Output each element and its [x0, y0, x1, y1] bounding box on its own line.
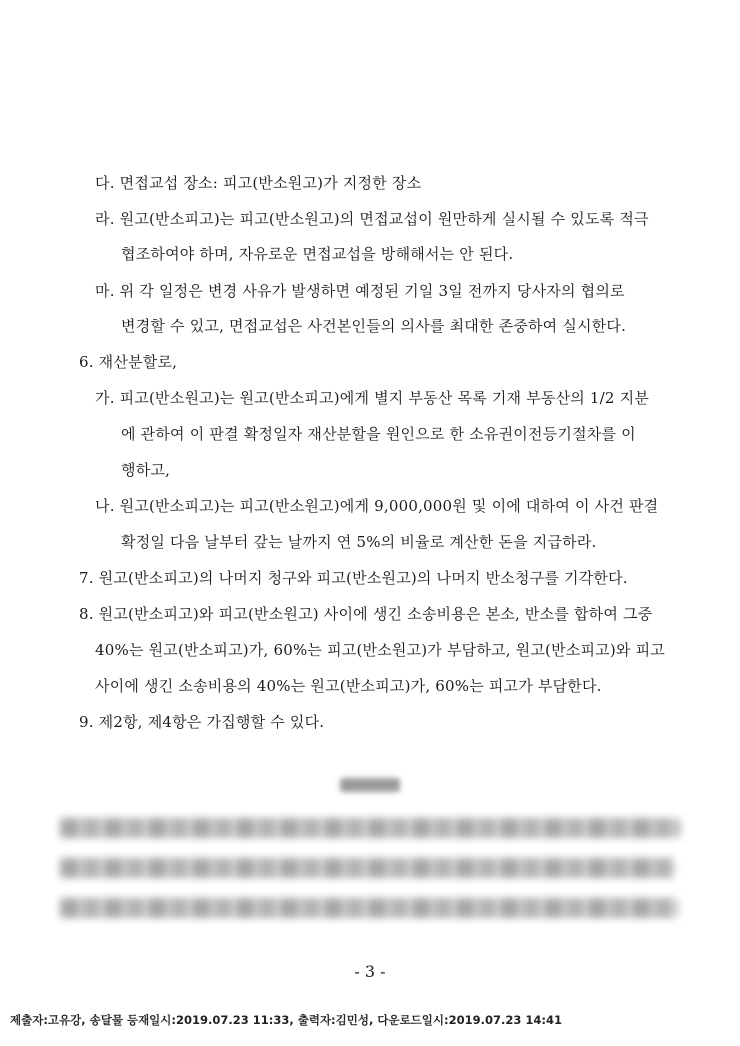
text-line: 마. 위 각 일정은 변경 사유가 발생하면 예정된 기일 3일 전까지 당사자의 협의로 — [95, 282, 625, 300]
redacted-section — [60, 778, 680, 928]
redacted-text-line — [60, 818, 680, 838]
redacted-text-line — [60, 898, 678, 918]
text-line: 협조하여야 하며, 자유로운 면접교섭을 방해해서는 안 된다. — [121, 245, 514, 263]
text-line: 확정일 다음 날부터 갚는 날까지 연 5%의 비율로 계산한 돈을 지급하라. — [121, 533, 597, 551]
document-footer: 제출자:고유강, 송달물 등재일시:2019.07.23 11:33, 출력자:김민성, 다운로드일시:2019.07.23 14:41 — [10, 1013, 562, 1027]
text-line: 9. 제2항, 제4항은 가집행할 수 있다. — [79, 713, 325, 731]
text-line: 다. 면접교섭 장소: 피고(반소원고)가 지정한 장소 — [95, 174, 422, 192]
text-line: 나. 원고(반소피고)는 피고(반소원고)에게 9,000,000원 및 이에 대하여 이 사건 판결 — [95, 497, 659, 515]
text-line: 7. 원고(반소피고)의 나머지 청구와 피고(반소원고)의 나머지 반소청구를 기각한다. — [79, 569, 628, 587]
text-line: 에 관하여 이 판결 확정일자 재산분할을 원인으로 한 소유권이전등기절차를 이 — [121, 425, 636, 443]
text-line: 40%는 원고(반소피고)가, 60%는 피고(반소원고)가 부담하고, 원고(반소피고)와 피고 — [95, 641, 665, 659]
text-line: 행하고, — [121, 461, 171, 479]
text-line: 6. 재산분할로, — [79, 353, 178, 371]
page-number: - 3 - — [354, 962, 386, 981]
text-line: 가. 피고(반소원고)는 원고(반소피고)에게 별지 부동산 목록 기재 부동산의 1/2 지분 — [95, 389, 650, 407]
text-line: 사이에 생긴 소송비용의 40%는 원고(반소피고)가, 60%는 피고가 부담한다. — [95, 677, 602, 695]
text-line: 8. 원고(반소피고)와 피고(반소원고) 사이에 생긴 소송비용은 본소, 반소를 합하여 그중 — [79, 605, 653, 623]
text-line: 변경할 수 있고, 면접교섭은 사건본인들의 의사를 최대한 존중하여 실시한다. — [121, 317, 627, 335]
redacted-heading — [340, 778, 400, 800]
text-line: 라. 원고(반소피고)는 피고(반소원고)의 면접교섭이 원만하게 실시될 수 있도록 적극 — [95, 210, 649, 228]
redacted-text-line — [60, 858, 675, 878]
